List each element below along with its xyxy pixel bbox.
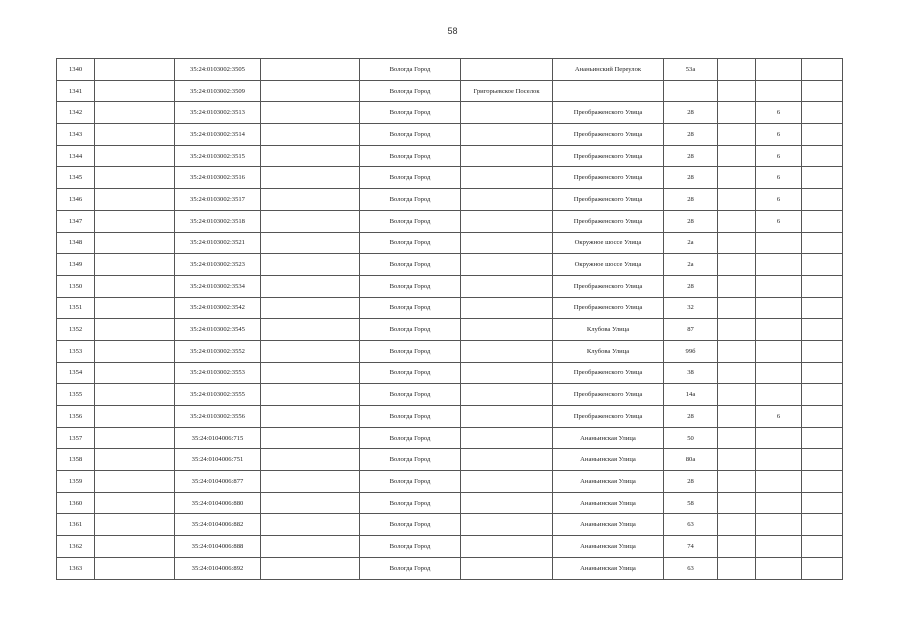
cell-number: 1359 (57, 471, 95, 493)
cell-house: 2а (664, 232, 718, 254)
cell-cadastral-number: 35:24:0103002:3515 (175, 145, 261, 167)
cell-house: 28 (664, 102, 718, 124)
empty-cell (718, 449, 756, 471)
table-row (57, 232, 843, 254)
cell-settlement (461, 297, 553, 319)
table-row (57, 427, 843, 449)
cell-settlement (461, 514, 553, 536)
cell-city: Вологда Город (360, 145, 461, 167)
empty-cell (718, 189, 756, 211)
cell-cadastral-number: 35:24:0103002:3516 (175, 167, 261, 189)
empty-cell (802, 297, 843, 319)
empty-cell (718, 167, 756, 189)
empty-cell (718, 492, 756, 514)
empty-cell (95, 80, 175, 102)
cell-cadastral-number: 35:24:0103002:3534 (175, 275, 261, 297)
empty-cell (802, 340, 843, 362)
cell-city: Вологда Город (360, 384, 461, 406)
cell-city: Вологда Город (360, 210, 461, 232)
cell-number: 1363 (57, 557, 95, 579)
cell-building (756, 275, 802, 297)
cell-cadastral-number: 35:24:0104006:751 (175, 449, 261, 471)
cell-settlement (461, 471, 553, 493)
cell-building (756, 254, 802, 276)
empty-cell (261, 492, 360, 514)
cell-street: Ананьинская Улица (553, 492, 664, 514)
empty-cell (95, 124, 175, 146)
cell-building (756, 297, 802, 319)
cell-cadastral-number: 35:24:0103002:3555 (175, 384, 261, 406)
empty-cell (802, 80, 843, 102)
cell-street: Ананьинская Улица (553, 427, 664, 449)
empty-cell (261, 210, 360, 232)
cell-city: Вологда Город (360, 557, 461, 579)
empty-cell (718, 124, 756, 146)
cell-settlement (461, 536, 553, 558)
cell-settlement (461, 384, 553, 406)
cell-house: 80а (664, 449, 718, 471)
empty-cell (802, 557, 843, 579)
empty-cell (261, 427, 360, 449)
cell-number: 1354 (57, 362, 95, 384)
cell-city: Вологда Город (360, 514, 461, 536)
cell-settlement (461, 340, 553, 362)
cell-city: Вологда Город (360, 492, 461, 514)
empty-cell (95, 145, 175, 167)
empty-cell (802, 384, 843, 406)
cell-cadastral-number: 35:24:0104006:882 (175, 514, 261, 536)
cell-number: 1340 (57, 59, 95, 81)
empty-cell (95, 471, 175, 493)
cell-street: Преображенского Улица (553, 384, 664, 406)
cell-city: Вологда Город (360, 275, 461, 297)
empty-cell (261, 297, 360, 319)
cell-street: Преображенского Улица (553, 362, 664, 384)
empty-cell (802, 406, 843, 428)
cell-number: 1341 (57, 80, 95, 102)
cell-house: 28 (664, 406, 718, 428)
cell-street: Окружное шоссе Улица (553, 254, 664, 276)
cell-cadastral-number: 35:24:0104006:888 (175, 536, 261, 558)
empty-cell (718, 427, 756, 449)
cell-number: 1362 (57, 536, 95, 558)
cell-city: Вологда Город (360, 340, 461, 362)
cell-cadastral-number: 35:24:0103002:3509 (175, 80, 261, 102)
cell-settlement (461, 275, 553, 297)
cell-city: Вологда Город (360, 232, 461, 254)
cell-street: Ананьинская Улица (553, 557, 664, 579)
empty-cell (802, 124, 843, 146)
table-row (57, 189, 843, 211)
empty-cell (718, 557, 756, 579)
table-row (57, 59, 843, 81)
empty-cell (718, 362, 756, 384)
empty-cell (95, 319, 175, 341)
table-row (57, 362, 843, 384)
cell-number: 1349 (57, 254, 95, 276)
empty-cell (261, 59, 360, 81)
cell-street: Клубова Улица (553, 340, 664, 362)
empty-cell (261, 232, 360, 254)
cell-cadastral-number: 35:24:0104006:880 (175, 492, 261, 514)
empty-cell (261, 145, 360, 167)
table-row (57, 275, 843, 297)
cell-cadastral-number: 35:24:0103002:3556 (175, 406, 261, 428)
cell-building (756, 384, 802, 406)
cell-number: 1353 (57, 340, 95, 362)
cell-house: 32 (664, 297, 718, 319)
cell-building: 6 (756, 189, 802, 211)
empty-cell (261, 124, 360, 146)
empty-cell (261, 340, 360, 362)
table-row (57, 340, 843, 362)
empty-cell (261, 167, 360, 189)
empty-cell (718, 210, 756, 232)
empty-cell (95, 536, 175, 558)
cell-street: Ананьинская Улица (553, 514, 664, 536)
cell-street: Преображенского Улица (553, 210, 664, 232)
cell-city: Вологда Город (360, 297, 461, 319)
table-row (57, 124, 843, 146)
cell-building (756, 362, 802, 384)
empty-cell (718, 536, 756, 558)
empty-cell (95, 59, 175, 81)
cell-settlement (461, 167, 553, 189)
cell-city: Вологда Город (360, 362, 461, 384)
empty-cell (261, 449, 360, 471)
table-row (57, 536, 843, 558)
cell-house: 63 (664, 514, 718, 536)
empty-cell (802, 102, 843, 124)
cell-house: 28 (664, 167, 718, 189)
cell-building (756, 471, 802, 493)
cell-settlement (461, 406, 553, 428)
table-row (57, 254, 843, 276)
cell-building: 6 (756, 145, 802, 167)
empty-cell (718, 319, 756, 341)
cell-city: Вологда Город (360, 471, 461, 493)
empty-cell (718, 384, 756, 406)
cell-building (756, 557, 802, 579)
cell-settlement (461, 492, 553, 514)
cell-street: Ананьинская Улица (553, 449, 664, 471)
empty-cell (718, 80, 756, 102)
table-row (57, 557, 843, 579)
cell-house: 28 (664, 145, 718, 167)
empty-cell (95, 384, 175, 406)
cell-number: 1347 (57, 210, 95, 232)
cell-settlement (461, 210, 553, 232)
page-number: 58 (447, 26, 458, 36)
cell-settlement (461, 362, 553, 384)
empty-cell (718, 471, 756, 493)
cell-street: Преображенского Улица (553, 145, 664, 167)
empty-cell (261, 80, 360, 102)
table-row (57, 145, 843, 167)
cell-city: Вологда Город (360, 427, 461, 449)
cell-city: Вологда Город (360, 59, 461, 81)
cell-cadastral-number: 35:24:0103002:3517 (175, 189, 261, 211)
empty-cell (95, 210, 175, 232)
empty-cell (261, 406, 360, 428)
empty-cell (95, 297, 175, 319)
cell-building: 6 (756, 167, 802, 189)
empty-cell (95, 102, 175, 124)
cell-settlement (461, 59, 553, 81)
cell-number: 1350 (57, 275, 95, 297)
cell-building (756, 449, 802, 471)
cell-number: 1360 (57, 492, 95, 514)
table-row (57, 319, 843, 341)
empty-cell (718, 514, 756, 536)
cell-city: Вологда Город (360, 80, 461, 102)
table-row (57, 102, 843, 124)
empty-cell (802, 449, 843, 471)
table-row (57, 492, 843, 514)
cell-settlement (461, 449, 553, 471)
table-row (57, 297, 843, 319)
empty-cell (95, 427, 175, 449)
empty-cell (802, 232, 843, 254)
cell-number: 1361 (57, 514, 95, 536)
cell-number: 1345 (57, 167, 95, 189)
empty-cell (95, 557, 175, 579)
empty-cell (718, 297, 756, 319)
cell-cadastral-number: 35:24:0103002:3553 (175, 362, 261, 384)
empty-cell (261, 254, 360, 276)
cell-house: 28 (664, 189, 718, 211)
cell-house: 28 (664, 275, 718, 297)
empty-cell (802, 275, 843, 297)
cell-number: 1351 (57, 297, 95, 319)
table-row (57, 514, 843, 536)
empty-cell (95, 362, 175, 384)
cell-number: 1342 (57, 102, 95, 124)
cell-settlement (461, 427, 553, 449)
cell-number: 1358 (57, 449, 95, 471)
cell-building: 6 (756, 124, 802, 146)
cell-building (756, 514, 802, 536)
cell-city: Вологда Город (360, 449, 461, 471)
empty-cell (95, 406, 175, 428)
cell-number: 1348 (57, 232, 95, 254)
cell-cadastral-number: 35:24:0103002:3514 (175, 124, 261, 146)
cell-house: 50 (664, 427, 718, 449)
cell-house: 99б (664, 340, 718, 362)
table-row (57, 449, 843, 471)
cell-street: Преображенского Улица (553, 297, 664, 319)
empty-cell (261, 319, 360, 341)
cell-house: 63 (664, 557, 718, 579)
cell-settlement (461, 319, 553, 341)
cell-house: 58 (664, 492, 718, 514)
cell-house: 28 (664, 471, 718, 493)
cell-building: 6 (756, 406, 802, 428)
cell-street: Преображенского Улица (553, 275, 664, 297)
cell-number: 1352 (57, 319, 95, 341)
cell-house: 28 (664, 124, 718, 146)
cell-number: 1357 (57, 427, 95, 449)
table-row (57, 167, 843, 189)
empty-cell (261, 102, 360, 124)
cell-street: Преображенского Улица (553, 102, 664, 124)
cell-cadastral-number: 35:24:0103002:3523 (175, 254, 261, 276)
cell-street: Преображенского Улица (553, 406, 664, 428)
table-row (57, 80, 843, 102)
cell-settlement (461, 102, 553, 124)
empty-cell (261, 384, 360, 406)
cell-settlement (461, 145, 553, 167)
cell-building (756, 340, 802, 362)
cell-house: 28 (664, 210, 718, 232)
empty-cell (95, 492, 175, 514)
table-body (57, 59, 843, 580)
empty-cell (802, 319, 843, 341)
empty-cell (95, 254, 175, 276)
empty-cell (718, 275, 756, 297)
empty-cell (718, 59, 756, 81)
table-row (57, 471, 843, 493)
empty-cell (802, 210, 843, 232)
cell-cadastral-number: 35:24:0104006:877 (175, 471, 261, 493)
cell-street: Преображенского Улица (553, 167, 664, 189)
table-row (57, 406, 843, 428)
cell-building (756, 536, 802, 558)
cell-city: Вологда Город (360, 406, 461, 428)
cell-building: 6 (756, 210, 802, 232)
cell-cadastral-number: 35:24:0103002:3521 (175, 232, 261, 254)
empty-cell (802, 167, 843, 189)
empty-cell (718, 232, 756, 254)
cell-settlement (461, 232, 553, 254)
empty-cell (802, 492, 843, 514)
cell-city: Вологда Город (360, 319, 461, 341)
empty-cell (802, 514, 843, 536)
empty-cell (261, 557, 360, 579)
cell-number: 1343 (57, 124, 95, 146)
empty-cell (95, 189, 175, 211)
empty-cell (718, 145, 756, 167)
empty-cell (718, 254, 756, 276)
cell-house: 14а (664, 384, 718, 406)
empty-cell (802, 59, 843, 81)
cell-cadastral-number: 35:24:0103002:3505 (175, 59, 261, 81)
empty-cell (261, 275, 360, 297)
empty-cell (718, 406, 756, 428)
empty-cell (95, 232, 175, 254)
cell-building (756, 59, 802, 81)
registry-table (56, 58, 843, 580)
cell-cadastral-number: 35:24:0103002:3542 (175, 297, 261, 319)
empty-cell (261, 362, 360, 384)
cell-cadastral-number: 35:24:0103002:3552 (175, 340, 261, 362)
empty-cell (802, 362, 843, 384)
empty-cell (261, 536, 360, 558)
cell-street: Ананьинская Улица (553, 536, 664, 558)
cell-cadastral-number: 35:24:0103002:3518 (175, 210, 261, 232)
cell-street: Клубова Улица (553, 319, 664, 341)
cell-number: 1346 (57, 189, 95, 211)
cell-cadastral-number: 35:24:0103002:3513 (175, 102, 261, 124)
empty-cell (95, 275, 175, 297)
cell-building (756, 232, 802, 254)
empty-cell (261, 471, 360, 493)
cell-settlement (461, 189, 553, 211)
cell-building: 6 (756, 102, 802, 124)
cell-settlement (461, 254, 553, 276)
cell-cadastral-number: 35:24:0104006:715 (175, 427, 261, 449)
cell-settlement (461, 124, 553, 146)
empty-cell (718, 340, 756, 362)
empty-cell (95, 340, 175, 362)
cell-cadastral-number: 35:24:0104006:892 (175, 557, 261, 579)
cell-city: Вологда Город (360, 536, 461, 558)
cell-number: 1344 (57, 145, 95, 167)
cell-city: Вологда Город (360, 124, 461, 146)
cell-street (553, 80, 664, 102)
cell-city: Вологда Город (360, 102, 461, 124)
cell-house: 87 (664, 319, 718, 341)
cell-house: 53а (664, 59, 718, 81)
table-row (57, 384, 843, 406)
cell-cadastral-number: 35:24:0103002:3545 (175, 319, 261, 341)
empty-cell (802, 471, 843, 493)
empty-cell (718, 102, 756, 124)
table-row (57, 210, 843, 232)
cell-street: Преображенского Улица (553, 189, 664, 211)
cell-building (756, 319, 802, 341)
cell-building (756, 427, 802, 449)
cell-city: Вологда Город (360, 254, 461, 276)
empty-cell (802, 254, 843, 276)
empty-cell (802, 145, 843, 167)
cell-street: Преображенского Улица (553, 124, 664, 146)
cell-city: Вологда Город (360, 167, 461, 189)
empty-cell (95, 167, 175, 189)
cell-settlement: Григорьевское Поселок (461, 80, 553, 102)
cell-building (756, 80, 802, 102)
cell-number: 1356 (57, 406, 95, 428)
cell-city: Вологда Город (360, 189, 461, 211)
cell-house: 74 (664, 536, 718, 558)
empty-cell (95, 514, 175, 536)
empty-cell (802, 189, 843, 211)
cell-house: 2а (664, 254, 718, 276)
cell-number: 1355 (57, 384, 95, 406)
cell-house: 38 (664, 362, 718, 384)
cell-building (756, 492, 802, 514)
empty-cell (261, 514, 360, 536)
cell-street: Ананьинский Переулок (553, 59, 664, 81)
empty-cell (95, 449, 175, 471)
empty-cell (261, 189, 360, 211)
empty-cell (802, 427, 843, 449)
cell-street: Окружное шоссе Улица (553, 232, 664, 254)
cell-house (664, 80, 718, 102)
empty-cell (802, 536, 843, 558)
cell-settlement (461, 557, 553, 579)
cell-street: Ананьинская Улица (553, 471, 664, 493)
